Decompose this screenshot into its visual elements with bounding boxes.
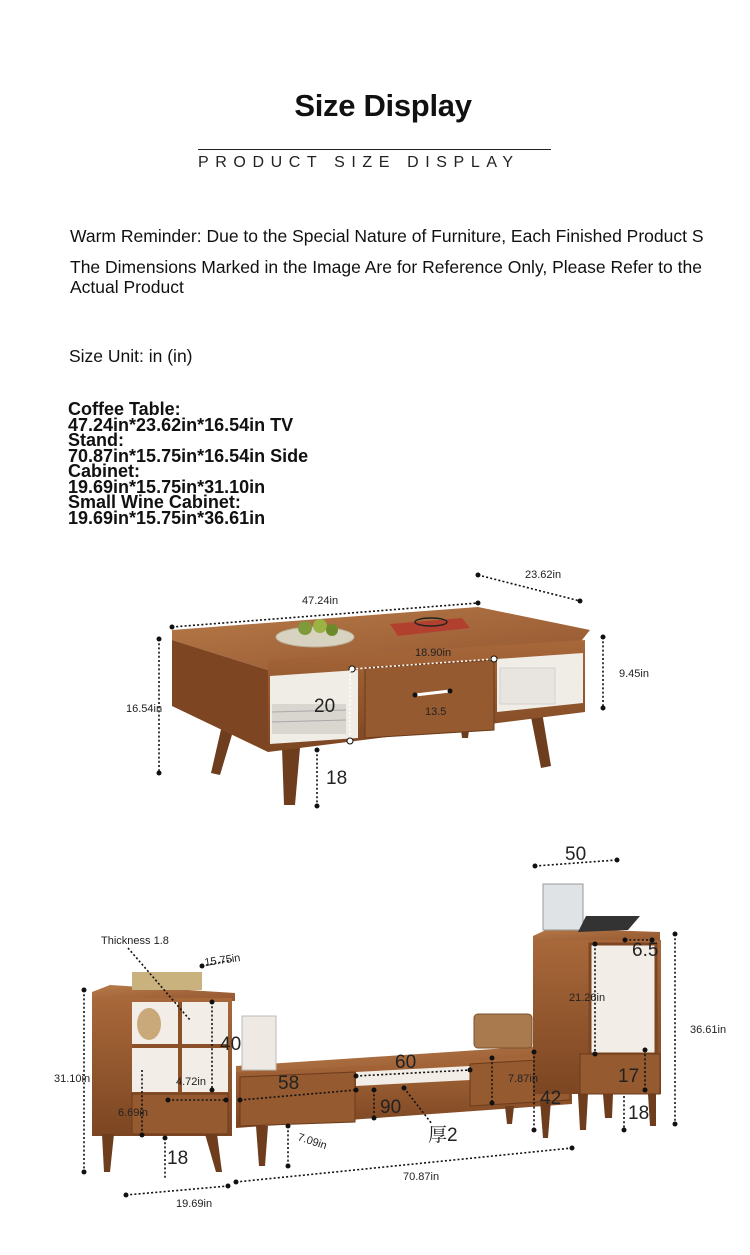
coffee-table-body-height-label: 9.45in [619, 668, 649, 680]
side-width-label: 19.69in [176, 1198, 213, 1210]
coffee-table-depth-label: 23.62in [525, 569, 562, 581]
wine-height-label: 36.61in [690, 1024, 727, 1036]
side-drawer-label: 6.69in [118, 1107, 148, 1119]
coffee-table-height-label: 16.54in [126, 703, 163, 715]
tv-depth-label: 7.09in [296, 1131, 329, 1153]
wine-inner-label: 21.26in [569, 992, 606, 1004]
tv-drawer-label: 7.87in [508, 1073, 538, 1085]
wine-top-label: 50 [565, 844, 587, 865]
page-title: Size Display [294, 88, 472, 123]
size-unit-text: Size Unit: in (in) [69, 346, 193, 366]
dimension-line: 70.87in*15.75in*16.54in Side [68, 445, 309, 466]
dimension-line: Small Wine Cabinet: [68, 492, 241, 512]
side-height-label: 31.10in [54, 1073, 91, 1085]
tv-opening-left-label: 58 [278, 1073, 300, 1094]
warm-reminder-text: Warm Reminder: Due to the Special Nature of Furniture, Each Finished Product S [70, 226, 704, 246]
wine-door-label: 6.5 [632, 940, 659, 961]
tv-length-label: 70.87in [403, 1171, 440, 1183]
coffee-table-illustration [172, 607, 590, 805]
dimension-line: Coffee Table: [68, 399, 181, 419]
page-subtitle: PRODUCT SIZE DISPLAY [198, 154, 520, 171]
dimension-line: 19.69in*15.75in*31.10in [68, 476, 266, 497]
coffee-table-length-label: 47.24in [302, 595, 339, 607]
thickness-label: Thickness 1.8 [101, 935, 169, 947]
side-leg-label: 18 [167, 1148, 189, 1169]
tv-center-label: 60 [395, 1052, 417, 1073]
dimension-line: 47.24in*23.62in*16.54in TV [68, 414, 294, 435]
coffee-table-drawer-label: 18.90in [415, 647, 452, 659]
tv-set-illustration [92, 884, 661, 1172]
tv-height-label: 42 [540, 1088, 562, 1109]
wine-leg-label: 18 [628, 1103, 650, 1124]
dimension-line: Cabinet: [68, 461, 140, 481]
tv-center-low-label: 90 [380, 1097, 402, 1118]
wine-drawer-label: 17 [618, 1066, 640, 1087]
dimension-line: Stand: [68, 430, 124, 450]
coffee-table-handle-label: 13.5 [425, 706, 447, 718]
coffee-table-leg-label: 18 [326, 768, 348, 789]
coffee-table-opening-label: 20 [314, 696, 336, 717]
reference-note-text: The Dimensions Marked in the Image Are for Reference Only, Please Refer to the Actual Product [70, 257, 702, 297]
side-shelf-label: 40 [220, 1034, 242, 1055]
side-depth-label: 15.75in [203, 952, 242, 969]
side-inner-label: 4.72in [176, 1076, 206, 1088]
tv-board-label: 厚2 [428, 1125, 458, 1146]
dimension-line: 19.69in*15.75in*36.61in [68, 507, 266, 528]
